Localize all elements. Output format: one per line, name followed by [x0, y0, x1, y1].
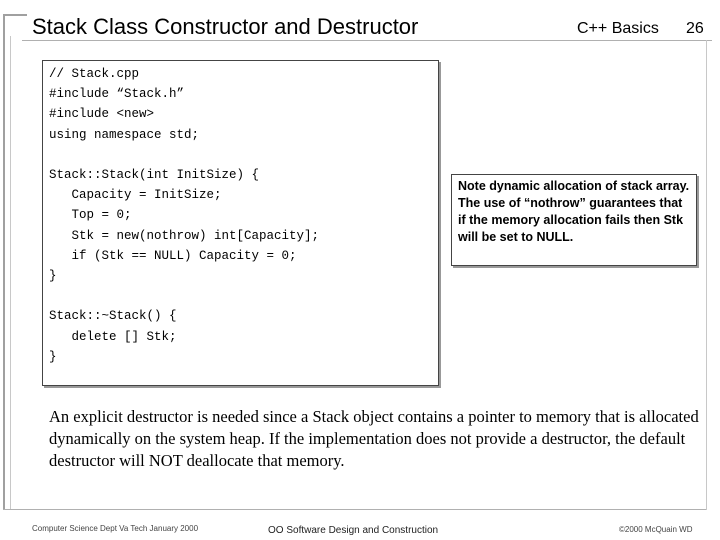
explanation-text: An explicit destructor is needed since a Stack object contains a pointer to memory that is allocated dynamically on the system heap. If the implementation does not provide a destructor, the default destructor will NOT deallocate that memory.: [49, 407, 699, 470]
section-label: C++ Basics: [577, 20, 659, 37]
slide-corner-bracket: [3, 14, 27, 38]
page-number: 26: [686, 20, 704, 37]
right-border: [706, 40, 707, 510]
header-divider: [22, 40, 712, 41]
footer-course: OO Software Design and Construction: [268, 525, 439, 536]
left-border: [3, 36, 5, 510]
code-listing-box: [42, 60, 439, 386]
footer-dept: Computer Science Dept Va Tech January 2000: [32, 524, 199, 533]
note-callout: Note dynamic allocation of stack array. The use of “nothrow” guarantees that if the memory allocation fails then Stk will be set to NULL.: [451, 174, 697, 266]
left-border-inner: [10, 36, 11, 510]
footer-copyright: ©2000 McQuain WD: [619, 525, 693, 534]
code-listing: // Stack.cpp #include “Stack.h” #include <new> using namespace std; Stack::Stack(int InitSize) { Capacity = InitSize; Top = 0; Stk = new(nothrow) int[Capacity]; if (Stk == NULL) Capacity = 0; } Stack::~Stack() { delete [] Stk; }: [49, 67, 320, 364]
footer-divider: [3, 509, 706, 510]
slide-title: Stack Class Constructor and Destructor: [32, 14, 419, 39]
